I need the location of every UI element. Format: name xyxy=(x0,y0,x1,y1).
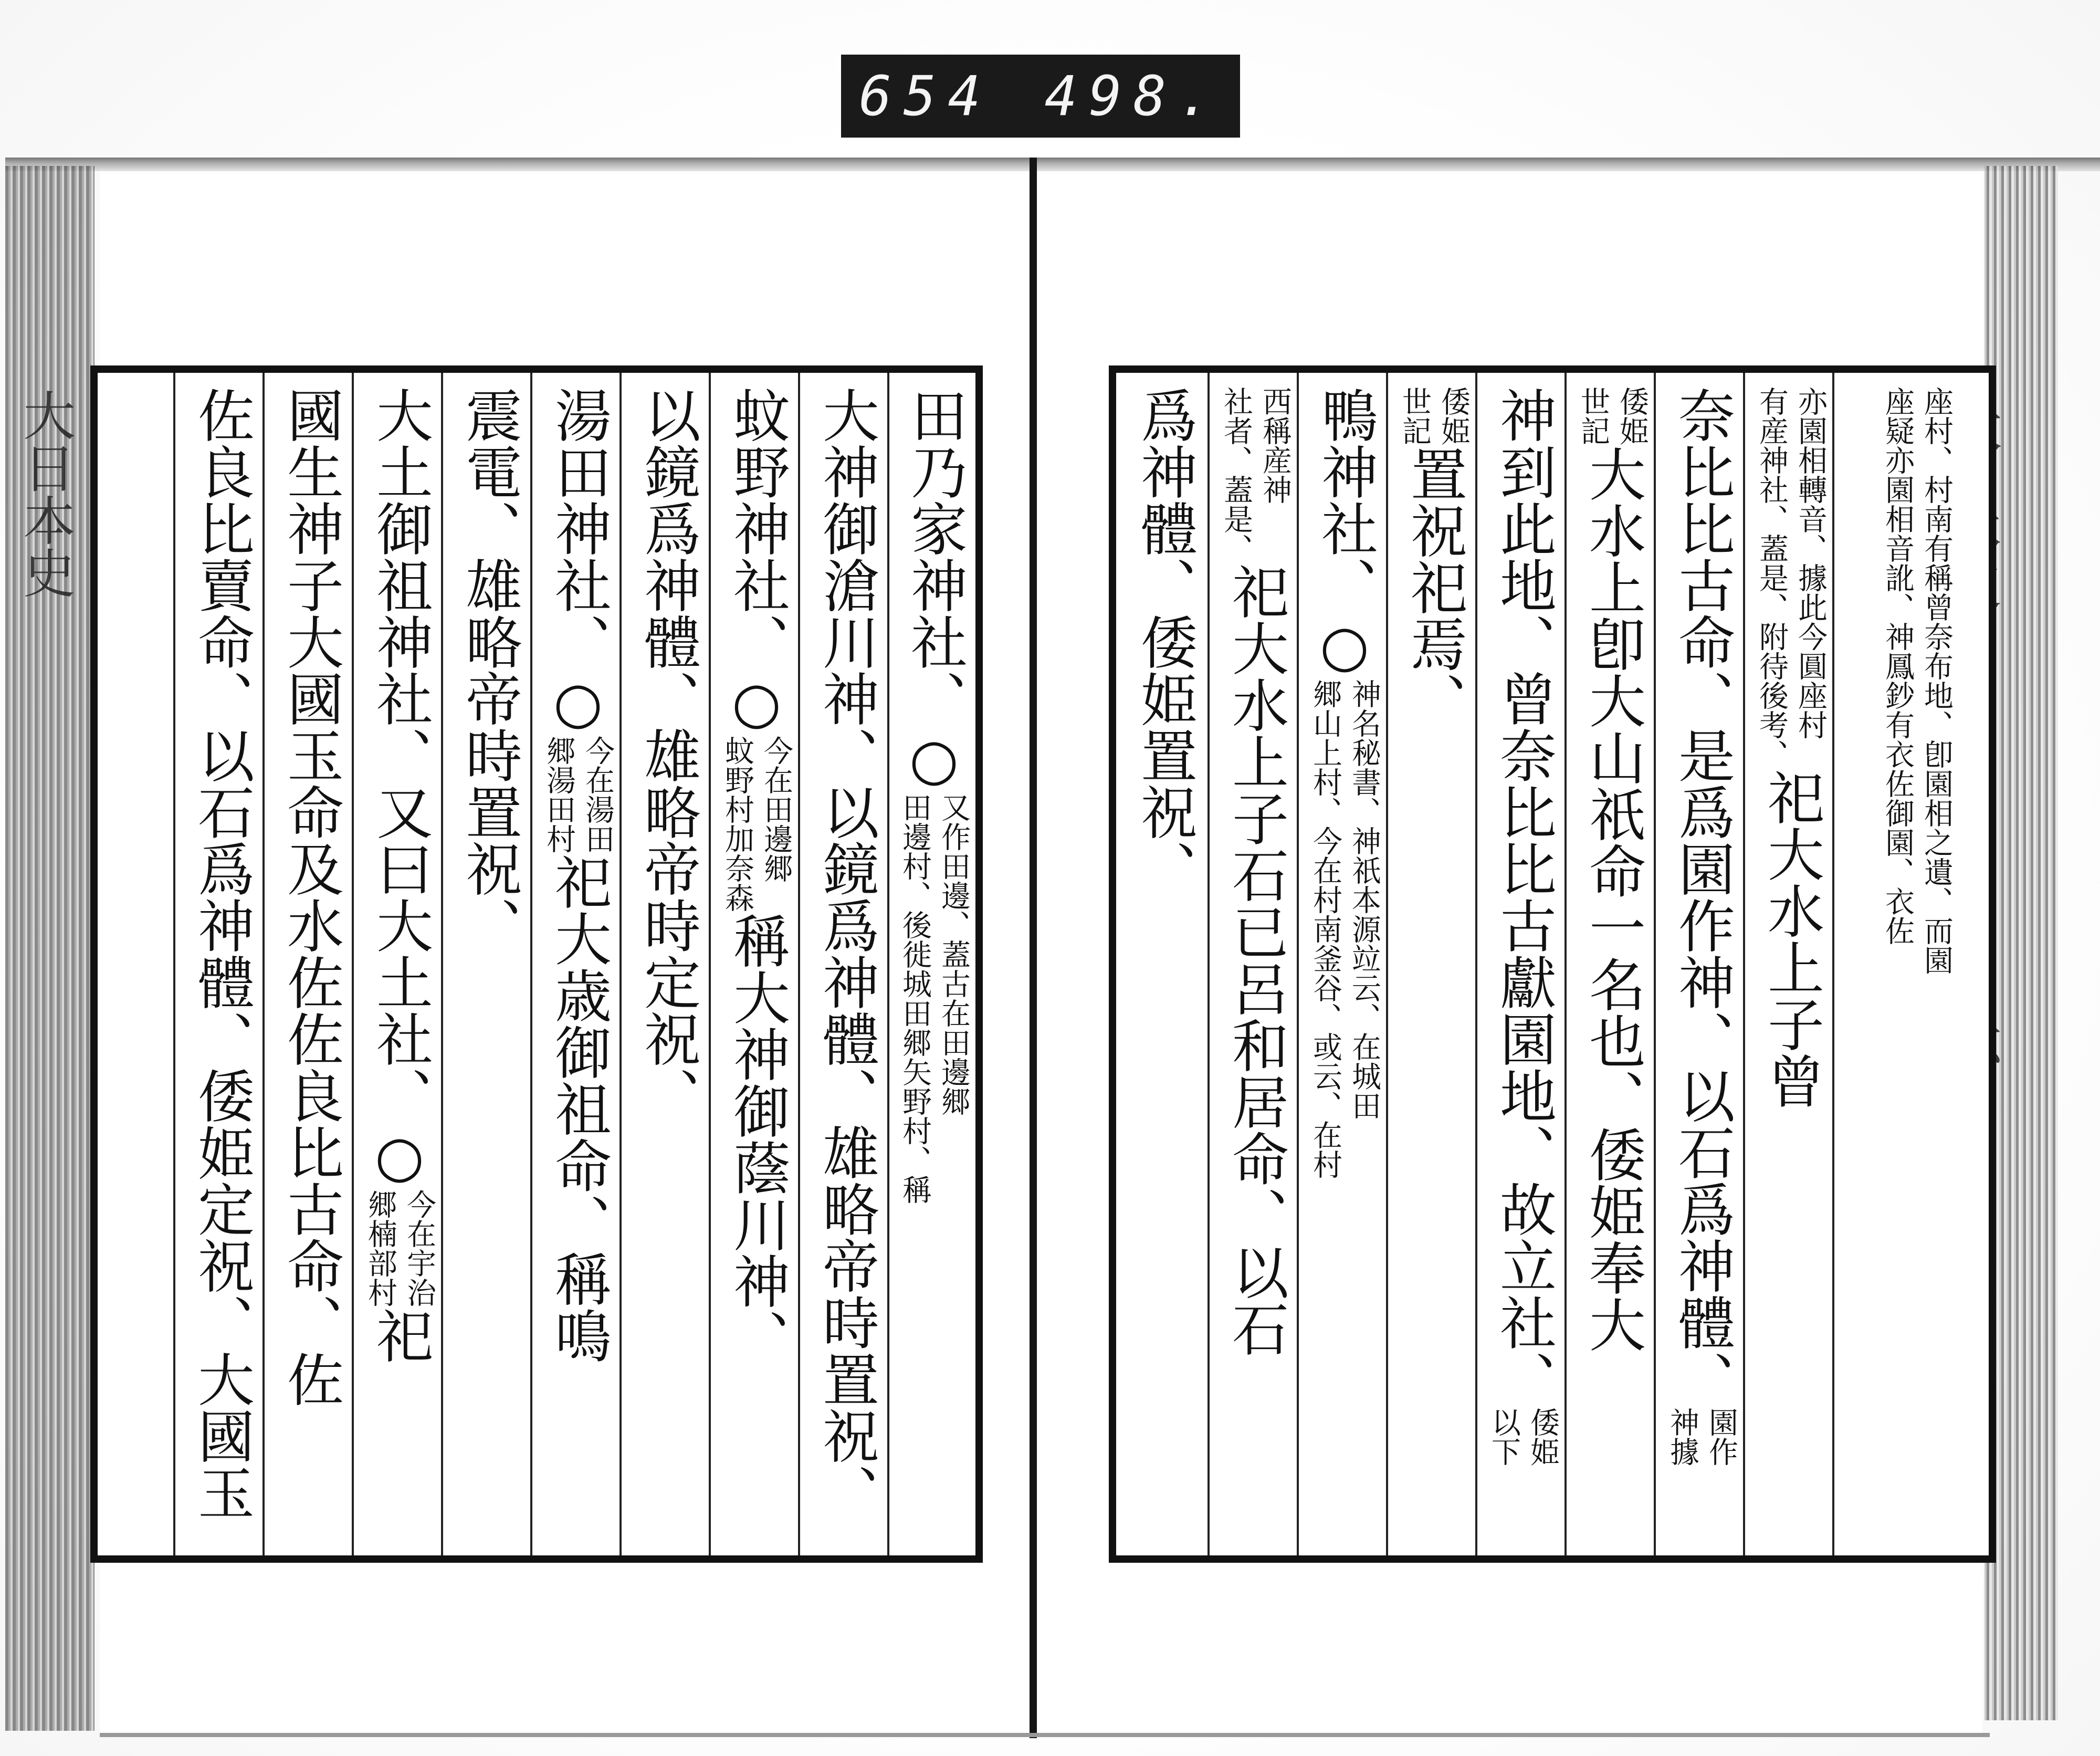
note-line: 倭姫 xyxy=(1436,386,1471,445)
text-column xyxy=(628,386,707,1124)
column-rule xyxy=(709,373,711,1555)
column-text: 蚊野神社、○ xyxy=(723,386,790,736)
column-notes xyxy=(1575,386,1650,445)
note-line: 有産神社、蓋是、附待後考、 xyxy=(1755,386,1789,769)
note-line: 又作田邊、蓋古在田邊郷 xyxy=(937,792,971,1116)
column-notes xyxy=(1880,386,1954,975)
right-text-frame xyxy=(1109,365,1996,1563)
note-line: 神據 xyxy=(1665,1407,1699,1466)
note-line: 今在宇治 xyxy=(402,1189,436,1307)
column-rule xyxy=(620,373,622,1555)
note-line: 社者、蓋是、 xyxy=(1219,386,1253,563)
text-column xyxy=(1662,386,1741,1466)
note-line: 世記 xyxy=(1398,386,1432,445)
text-column xyxy=(1394,386,1473,729)
text-column xyxy=(1841,386,1993,975)
column-text: 爲神體、倭姫置祝、 xyxy=(1131,386,1197,897)
note-line: 亦園相轉音、據此今圓座村 xyxy=(1793,386,1828,739)
text-column xyxy=(360,386,439,1364)
column-text: 神到此地、曾奈比比古獻園地、故立社、 xyxy=(1490,386,1556,1407)
text-column xyxy=(1751,386,1830,1109)
text-column xyxy=(1216,386,1295,1357)
note-line: 世記 xyxy=(1576,386,1610,445)
column-rule xyxy=(1386,373,1388,1555)
column-notes xyxy=(1754,386,1828,769)
note-line: 倭姫 xyxy=(1615,386,1649,445)
catalog-label xyxy=(841,55,1240,138)
text-column xyxy=(1573,386,1652,1353)
column-rule xyxy=(1208,373,1210,1555)
left-text-frame xyxy=(90,365,983,1563)
column-rule xyxy=(530,373,532,1555)
note-line: 蚊野村加奈森 xyxy=(720,736,754,912)
note-line: 田邊村、後徙城田郷矢野村、稱 xyxy=(898,792,932,1204)
column-text: 大土御祖神社、又曰大土社、○ xyxy=(366,386,433,1189)
column-notes xyxy=(897,792,971,1204)
column-rule xyxy=(1297,373,1299,1555)
note-line: 座村、村南有稱曾奈布地、卽園相之遺、而園 xyxy=(1919,386,1954,975)
catalog-number-right: 498. xyxy=(1044,64,1222,128)
note-line: 郷山上村、今在村南釜谷、或云、在村 xyxy=(1308,679,1342,1179)
note-line: 今在湯田 xyxy=(581,736,615,853)
column-rule xyxy=(1654,373,1656,1555)
column-text-tail: 祀大水上子曾 xyxy=(1758,769,1824,1109)
text-column xyxy=(806,386,885,1521)
book-top-edge xyxy=(5,158,2100,171)
column-notes xyxy=(362,1189,437,1307)
column-text: 大神御滄川神、以鏡爲神體、雄略帝時置祝、 xyxy=(813,386,879,1521)
text-column xyxy=(182,386,260,1521)
column-text: 震電、雄略帝時置祝、 xyxy=(456,386,522,954)
note-line: 郷湯田村 xyxy=(542,736,576,853)
column-notes xyxy=(1664,1407,1739,1466)
column-rule xyxy=(441,373,443,1555)
column-rule xyxy=(1832,373,1834,1555)
column-notes xyxy=(1396,386,1471,445)
column-text: 湯田神社、○ xyxy=(545,386,611,736)
column-rule xyxy=(1743,373,1745,1555)
column-rule xyxy=(352,373,354,1555)
text-column xyxy=(271,386,350,1407)
note-line: 園作 xyxy=(1704,1407,1738,1466)
column-rule xyxy=(1564,373,1567,1555)
column-text-tail: 稱大神御蔭川神、 xyxy=(723,912,790,1366)
column-rule xyxy=(798,373,800,1555)
book-bottom-edge xyxy=(100,1733,1990,1737)
column-text-tail: 置祝祀焉、 xyxy=(1401,445,1467,729)
text-column xyxy=(1305,386,1384,1179)
text-column xyxy=(895,386,973,1204)
left-margin-title: 大日本史 xyxy=(14,389,76,599)
column-rule xyxy=(1475,373,1477,1555)
text-column xyxy=(1125,386,1203,897)
column-rule xyxy=(262,373,265,1555)
note-line: 今在田邊郷 xyxy=(759,736,793,883)
column-notes xyxy=(1307,679,1382,1179)
note-line: 郷楠部村 xyxy=(363,1189,397,1307)
column-text-tail: 祀 xyxy=(366,1307,433,1364)
column-text: 以鏡爲神體、雄略帝時定祝、 xyxy=(634,386,700,1124)
column-notes xyxy=(719,736,794,912)
column-text: 奈比比古命、是爲園作神、以石爲神體、 xyxy=(1668,386,1735,1407)
text-column xyxy=(717,386,796,1366)
note-line: 座疑亦園相音訛、神鳳鈔有衣佐御園、衣佐 xyxy=(1881,386,1915,945)
text-column xyxy=(539,386,617,1364)
book-gutter xyxy=(1030,158,1037,1738)
column-notes xyxy=(541,736,615,853)
column-text: 田乃家神社、○ xyxy=(901,386,967,792)
column-text: 佐良比賣命、以石爲神體、倭姫定祝、大國玉 xyxy=(188,386,254,1521)
note-line: 以下 xyxy=(1487,1407,1521,1466)
note-line: 神名秘書、神祇本源竝云、在城田 xyxy=(1347,679,1381,1120)
column-text: 鴨神社、○ xyxy=(1311,386,1378,679)
note-line: 倭姫 xyxy=(1526,1407,1560,1466)
column-text-tail: 祀大歳御祖命、稱鳴 xyxy=(545,853,611,1364)
catalog-number-left: 654 xyxy=(859,64,992,128)
column-notes xyxy=(1218,386,1293,563)
column-text-tail: 大水上卽大山祇命一名也、倭姫奉大 xyxy=(1579,445,1645,1353)
column-text: 國生神子大國玉命及水佐佐良比古命、佐 xyxy=(277,386,343,1407)
note-line: 西稱産神 xyxy=(1258,386,1292,504)
text-column xyxy=(1484,386,1562,1466)
text-column xyxy=(449,386,528,954)
column-notes xyxy=(1486,1407,1560,1466)
column-rule xyxy=(887,373,889,1555)
column-rule xyxy=(173,373,175,1555)
column-text-tail: 祀大水上子石已呂和居命、以石 xyxy=(1222,563,1288,1357)
